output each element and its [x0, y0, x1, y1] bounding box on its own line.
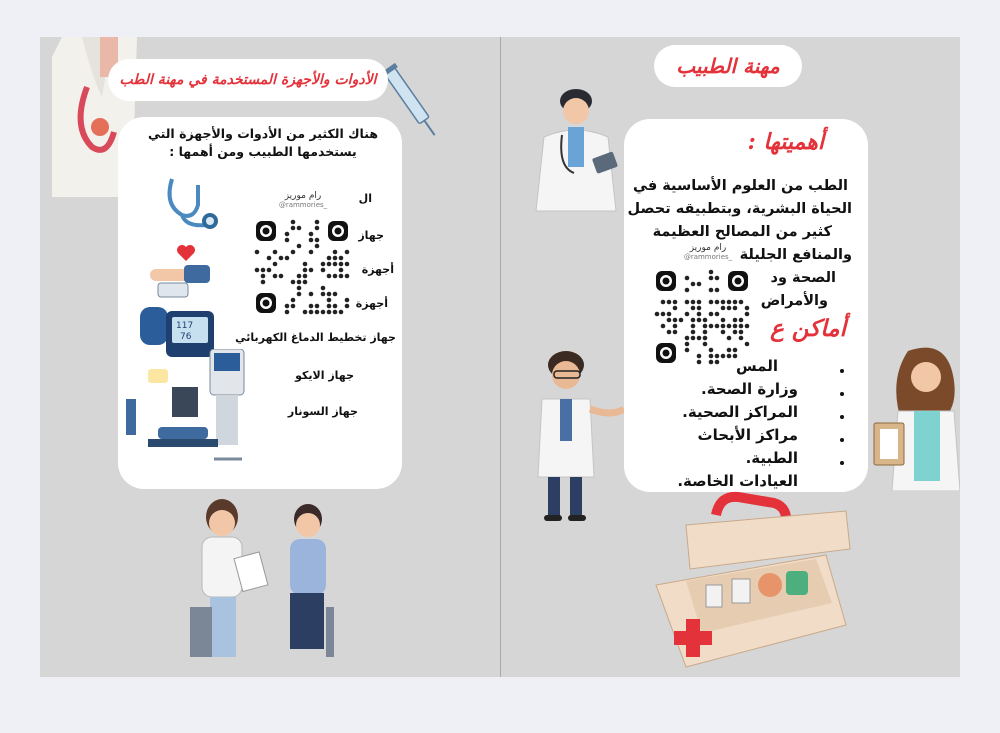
- bullet-dot: [840, 461, 844, 465]
- stethoscope-icon: [160, 175, 226, 233]
- blood-pressure-arm-icon: [150, 239, 226, 299]
- tool-item: جهاز الايكو: [295, 369, 354, 382]
- watermark-name: رام موريز: [284, 191, 322, 201]
- brochure-spread: [40, 37, 960, 677]
- svg-text:76: 76: [180, 332, 192, 342]
- page-title: مهنة الطبيب: [654, 45, 802, 87]
- info-card: [624, 119, 868, 492]
- qr-code[interactable]: [654, 269, 750, 365]
- page-fold: [500, 37, 501, 677]
- bullet-dot: [840, 369, 844, 373]
- importance-line: كثير من المصالح العظيمة: [652, 224, 832, 240]
- bullet-dot: [840, 392, 844, 396]
- workplace-text: العيادات الخاصة.: [677, 472, 798, 490]
- female-doctor-illustration: [868, 341, 960, 491]
- svg-text:117: 117: [176, 321, 194, 331]
- workplaces-heading: أماكن ع: [770, 315, 846, 342]
- importance-line: والمنافع الجليلة: [739, 247, 852, 263]
- tool-item: ال: [358, 192, 372, 205]
- standing-doctor-illustration: [524, 347, 634, 527]
- importance-heading: أهميتها :: [747, 129, 824, 155]
- list-item: [648, 378, 848, 401]
- doctor-tablet-illustration: [524, 87, 624, 217]
- workplaces-list: [648, 355, 848, 493]
- bullet-dot: [840, 415, 844, 419]
- watermark-name: رام موريز: [689, 243, 727, 253]
- watermark-handle: @rammories_: [683, 253, 733, 261]
- tool-item: جهاز تخطيط الدماغ الكهربائي: [235, 331, 396, 344]
- tools-title: الأدوات والأجهزة المستخدمة في مهنة الطب: [108, 59, 388, 101]
- watermark: [248, 191, 358, 209]
- doctor-patient-illustration: [180, 497, 350, 677]
- importance-line: الطب من العلوم الأساسية في: [633, 178, 848, 194]
- watermark: [658, 243, 758, 261]
- qr-code[interactable]: [254, 219, 350, 315]
- tool-item: أجهزة: [355, 297, 388, 310]
- importance-line: الحياة البشرية، وبتطبيقه تحصل: [627, 201, 852, 217]
- tools-card: [118, 117, 402, 489]
- importance-line: الصحة ود: [770, 270, 836, 286]
- first-aid-kit-icon: [646, 485, 860, 675]
- tool-item: جهاز: [358, 229, 384, 242]
- workplace-text: وزارة الصحة.: [701, 380, 798, 398]
- tool-item: جهاز السونار: [287, 405, 358, 418]
- list-item: [648, 424, 848, 470]
- list-item: [648, 401, 848, 424]
- workplace-text: مراكز الأبحاث الطبية.: [697, 426, 798, 467]
- bullet-dot: [840, 438, 844, 442]
- list-item: [648, 355, 848, 378]
- medical-equipment-icon: [118, 349, 268, 469]
- tools-intro: هناك الكثير من الأدوات والأجهزة التي يستخدمها الطبيب ومن أهمها :: [147, 126, 379, 159]
- workplace-text: المس: [735, 357, 778, 375]
- tool-item: أجهزة: [361, 263, 394, 276]
- importance-line: والأمراض: [760, 293, 828, 309]
- watermark-handle: @rammories_: [278, 201, 328, 209]
- workplace-text: المراكز الصحية.: [682, 403, 798, 421]
